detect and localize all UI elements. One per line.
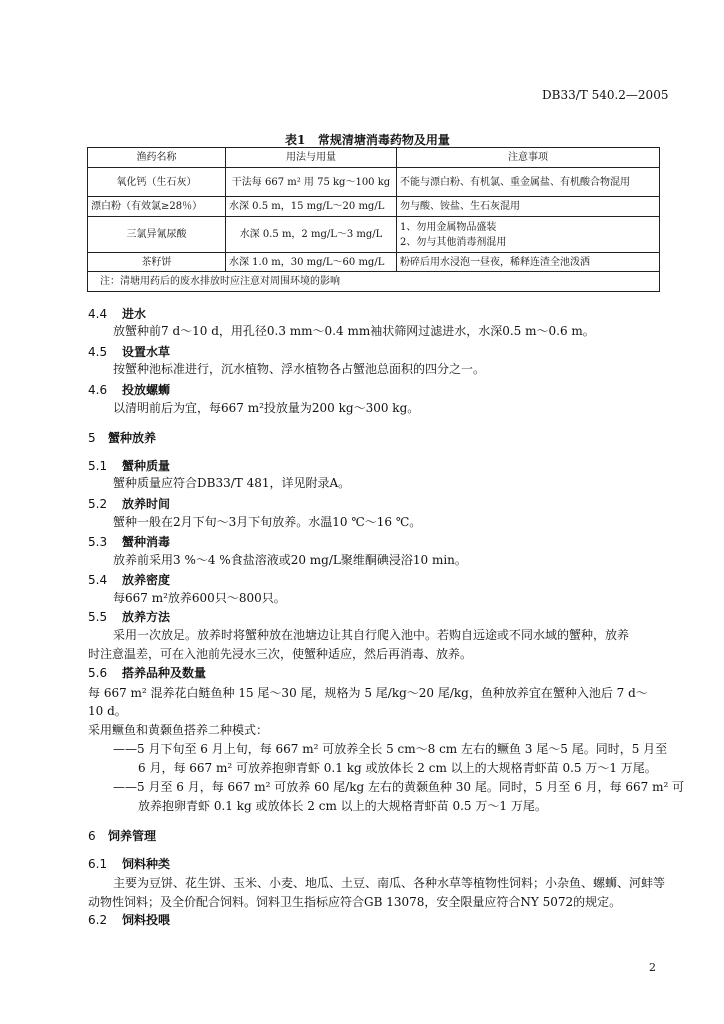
table-cell-name: 茶籽饼	[88, 253, 226, 272]
list-item-line: ——5 月下旬至 6 月上旬，每 667 m² 可放养全长 5 cm～8 cm 左右的鳜鱼 3 尾～5 尾。同时，5 月至	[113, 742, 668, 756]
table-row	[88, 197, 660, 217]
table-cell-usage: 水深 1.0 m，30 mg/L～60 mg/L	[226, 253, 397, 272]
section-heading	[88, 911, 170, 928]
section-number: 5.2	[88, 497, 108, 511]
section-title: 放养方法	[122, 610, 171, 624]
table-cell-usage: 水深 0.5 m，15 mg/L～20 mg/L	[226, 197, 397, 217]
table-caption-number: 表1	[285, 133, 306, 147]
paragraph: 每667 m²放养600只～800只。	[113, 591, 286, 605]
section-title: 蟹种放养	[108, 431, 157, 445]
table-cell-usage: 水深 0.5 m，2 mg/L～3 mg/L	[226, 217, 397, 253]
section-title: 设置水草	[122, 345, 171, 359]
paragraph-line: 每 667 m² 混养花白鲢鱼种 15 尾～30 尾，规格为 5 尾/kg～20 尾/kg，鱼种放养宜在蟹种入池后 7 d～	[88, 686, 648, 700]
section-title: 饲料投喂	[122, 913, 171, 927]
chapter-heading	[88, 827, 156, 844]
section-heading	[88, 855, 170, 872]
paragraph-line: 主要为豆饼、花生饼、玉米、小麦、地瓜、土豆、南瓜、各种水草等植物性饲料；小杂鱼、螺蛳、河蚌等	[113, 876, 666, 890]
section-number: 4.5	[88, 345, 108, 359]
section-number: 5.4	[88, 573, 108, 587]
section-title: 饲料种类	[122, 857, 171, 871]
table-cell-name: 氧化钙（生石灰）	[88, 168, 226, 197]
paragraph: 以清明前后为宜，每667 m²投放量为200 kg～300 kg。	[113, 401, 420, 415]
table-cell-name: 三氯异氰尿酸	[88, 217, 226, 253]
section-heading	[88, 533, 170, 550]
section-heading	[88, 305, 146, 322]
paragraph-line: 动物性饲料；及全价配合饲料。饲料卫生指标应符合GB 13078，安全限量应符合NY 5072的规定。	[88, 895, 622, 909]
disinfectant-table	[87, 147, 660, 292]
section-heading	[88, 571, 170, 588]
section-heading	[88, 381, 170, 398]
section-number: 6.2	[88, 913, 108, 927]
section-heading	[88, 457, 170, 474]
table-cell-notes: 勿与酸、铵盐、生石灰混用	[397, 197, 660, 217]
section-heading	[88, 343, 170, 360]
paragraph: 蟹种一般在2月下旬～3月下旬放养。水温10 ℃～16 ℃。	[113, 515, 422, 529]
table-note-line: 2、勿与其他消毒剂混用	[400, 236, 507, 248]
section-number: 4.4	[88, 307, 108, 321]
table-row	[88, 168, 660, 197]
section-number: 5	[88, 431, 96, 445]
table-footnote-row	[88, 272, 660, 292]
section-title: 搭养品种及数量	[122, 666, 207, 680]
table-cell-name: 漂白粉（有效氯≥28％）	[88, 197, 226, 217]
table-caption	[285, 131, 450, 148]
list-item-line: 放养抱卵青虾 0.1 kg 或放体长 2 cm 以上的大规格青虾苗 0.5 万～1 万尾。	[138, 799, 547, 813]
section-title: 放养时间	[122, 497, 171, 511]
list-item-line: ——5 月至 6 月，每 667 m² 可放养 60 尾/kg 左右的黄颡鱼种 30 尾。同时，5 月至 6 月，每 667 m² 可	[113, 780, 685, 794]
paragraph-line: 采用鳜鱼和黄颡鱼搭养二种模式：	[88, 723, 269, 737]
section-title: 进水	[122, 307, 147, 321]
table-row	[88, 253, 660, 272]
paragraph: 放蟹种前7 d～10 d，用孔径0.3 mm～0.4 mm袖状筛网过滤进水，水深0.5 m～0.6 m。	[113, 324, 595, 338]
table-cell-notes	[397, 217, 660, 253]
section-heading	[88, 608, 170, 625]
section-title: 饲养管理	[108, 829, 157, 843]
table-header-cell: 用法与用量	[226, 148, 397, 168]
paragraph-line: 采用一次放足。放养时将蟹种放在池塘边让其自行爬入池中。若购自远途或不同水域的蟹种，放养	[113, 628, 630, 642]
section-number: 6	[88, 829, 96, 843]
section-title: 蟹种消毒	[122, 535, 171, 549]
paragraph-line: 时注意温差，可在入池前先浸水三次，使蟹种适应，然后再消毒、放养。	[88, 647, 473, 661]
section-title: 放养密度	[122, 573, 171, 587]
section-title: 蟹种质量	[122, 459, 171, 473]
paragraph-line: 10 d。	[88, 704, 127, 718]
section-number: 5.1	[88, 459, 108, 473]
table-note-line: 1、勿用金属物品盛装	[400, 221, 497, 233]
table-cell-usage: 干法每 667 m² 用 75 kg～100 kg	[226, 168, 397, 197]
table-cell-notes: 不能与漂白粉、有机氯、重金属盐、有机酸合物混用	[397, 168, 660, 197]
paragraph: 放养前采用3 %～4 %食盐溶液或20 mg/L聚维酮碘浸浴10 min。	[113, 553, 467, 567]
section-title: 投放螺蛳	[122, 383, 171, 397]
table-header-row	[88, 148, 660, 168]
table-cell-notes: 粉碎后用水浸泡一昼夜，稀释连渣全池泼洒	[397, 253, 660, 272]
standard-number: DB33/T 540.2—2005	[542, 88, 669, 102]
section-number: 4.6	[88, 383, 108, 397]
section-number: 5.3	[88, 535, 108, 549]
page-number: 2	[649, 961, 656, 974]
table-row	[88, 217, 660, 253]
table-caption-title: 常规清塘消毒药物及用量	[317, 133, 450, 147]
section-number: 5.5	[88, 610, 108, 624]
table-footnote: 注：清塘用药后的废水排放时应注意对周围环境的影响	[88, 272, 660, 292]
list-item-line: 6 月，每 667 m² 可放养抱卵青虾 0.1 kg 或放体长 2 cm 以上的大规格青虾苗 0.5 万～1 万尾。	[138, 761, 657, 775]
section-number: 5.6	[88, 666, 108, 680]
paragraph: 蟹种质量应符合DB33/T 481，详见附录A。	[113, 476, 351, 490]
section-heading	[88, 664, 206, 681]
section-heading	[88, 495, 170, 512]
chapter-heading	[88, 429, 156, 446]
table-header-cell: 渔药名称	[88, 148, 226, 168]
table-header-cell: 注意事项	[397, 148, 660, 168]
paragraph: 按蟹种池标准进行，沉水植物、浮水植物各占蟹池总面积的四分之一。	[113, 362, 486, 376]
section-number: 6.1	[88, 857, 108, 871]
